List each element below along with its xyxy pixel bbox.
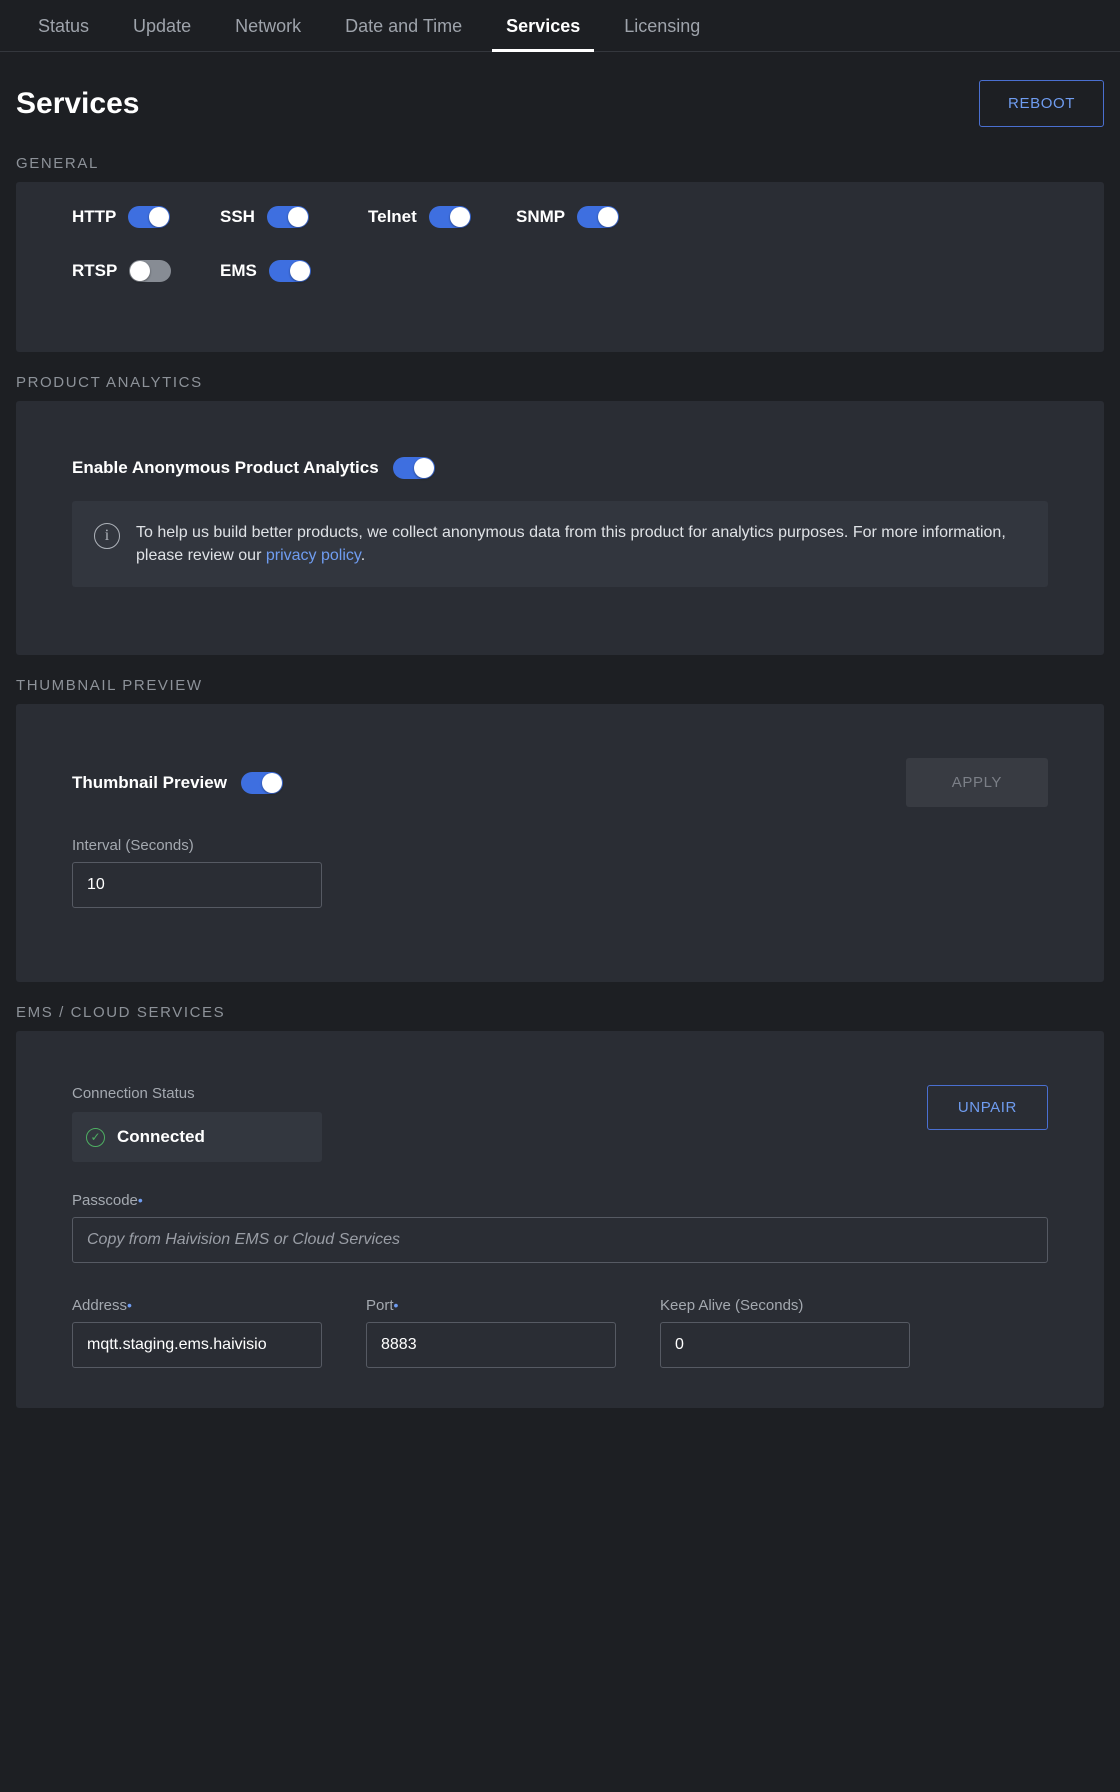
ems-cloud-services-panel [16,1031,1104,1408]
toggle-http[interactable] [72,206,220,228]
required-marker: • [137,1192,143,1209]
check-circle-icon: ✓ [86,1128,105,1147]
spacer [72,908,1048,958]
product-analytics-panel [16,401,1104,655]
address-label-text: Address [72,1297,128,1315]
page-header [0,52,1120,133]
toggle-snmp[interactable] [516,206,664,228]
toggle-knob [130,261,150,281]
ems-header-row [72,1085,1048,1162]
required-marker: • [127,1297,132,1314]
port-label-text: Port [366,1297,394,1315]
spacer [72,282,1048,328]
analytics-info-text [136,521,1026,567]
toggle-knob [288,207,308,227]
toggle-snmp-label: SNMP [516,207,566,226]
toggle-knob [262,773,282,793]
toggle-ssh-switch[interactable] [267,206,309,228]
spacer [72,595,1048,631]
tab-update[interactable]: Update [133,16,192,36]
passcode-label-text: Passcode [72,1192,138,1210]
address-group [72,1267,322,1368]
connection-status-group [72,1085,322,1162]
toggle-knob [598,207,618,227]
required-marker: • [393,1297,399,1314]
toggle-telnet[interactable] [368,206,516,228]
tab-licensing[interactable]: Licensing [624,16,701,36]
toggle-ems[interactable] [220,260,368,282]
section-label-ems-cloud-services: EMS / CLOUD SERVICES [16,1004,226,1022]
tab-date-and-time[interactable]: Date and Time [345,16,463,36]
toggle-rtsp[interactable] [72,260,220,282]
general-toggle-row-2 [72,260,1048,282]
toggle-ems-switch[interactable] [269,260,311,282]
toggle-knob [450,207,470,227]
apply-button[interactable]: APPLY [906,758,1048,807]
toggle-knob [290,261,310,281]
toggle-http-label: HTTP [72,207,117,226]
toggle-snmp-switch[interactable] [577,206,619,228]
page-title: Services [16,86,140,120]
section-label-thumbnail-preview: THUMBNAIL PREVIEW [16,677,203,695]
toggle-ssh[interactable] [220,206,368,228]
analytics-toggle-row[interactable] [72,457,1048,479]
tab-status[interactable]: Status [38,16,90,36]
tab-network[interactable]: Network [235,16,302,36]
connection-status-value: Connected [117,1127,205,1147]
section-label-product-analytics: PRODUCT ANALYTICS [16,374,203,391]
port-group [366,1267,616,1368]
thumbnail-toggle-label: Thumbnail Preview [72,772,227,792]
connection-status-label: Connection Status [72,1085,195,1103]
toggle-rtsp-label: RTSP [72,261,118,280]
analytics-toggle-label: Enable Anonymous Product Analytics [72,458,379,477]
toggle-telnet-switch[interactable] [429,206,471,228]
general-panel [16,182,1104,352]
passcode-label [72,1192,1048,1209]
thumbnail-toggle-switch[interactable] [241,772,283,794]
general-toggle-row-1 [72,206,1048,228]
toggle-ems-label: EMS [220,261,257,280]
connection-status-badge [72,1112,322,1162]
interval-input[interactable] [72,862,322,908]
analytics-info-box [72,501,1048,587]
keepalive-label: Keep Alive (Seconds) [660,1297,804,1315]
address-label [72,1297,322,1314]
keepalive-group [660,1267,910,1368]
main-tabbar [0,0,1120,52]
reboot-button[interactable]: REBOOT [979,80,1104,127]
thumbnail-preview-panel [16,704,1104,982]
toggle-http-switch[interactable] [128,206,170,228]
toggle-rtsp-switch[interactable] [129,260,171,282]
toggle-knob [149,207,169,227]
address-input[interactable] [72,1322,322,1368]
info-icon: i [94,523,120,549]
privacy-policy-link[interactable]: privacy policy [265,547,361,565]
interval-label: Interval (Seconds) [72,837,194,855]
thumbnail-header-row [72,758,1048,807]
passcode-input[interactable] [72,1217,1048,1263]
analytics-toggle-switch[interactable] [393,457,435,479]
unpair-button[interactable]: UNPAIR [927,1085,1048,1130]
tab-services[interactable]: Services [484,16,602,51]
thumbnail-toggle-row[interactable] [72,772,283,794]
section-label-general: GENERAL [16,155,99,172]
port-input[interactable] [366,1322,616,1368]
toggle-telnet-label: Telnet [368,207,417,226]
analytics-info-text-after: . [360,547,366,565]
port-label [366,1297,616,1314]
ems-connection-fields [72,1267,1048,1368]
toggle-knob [414,458,434,478]
analytics-info-text-before: To help us build better products, we collect anonymous data from this product for analytics purposes. For more information, please review our [136,524,1006,565]
toggle-ssh-label: SSH [220,207,255,226]
spacer [72,228,1048,260]
keepalive-input[interactable] [660,1322,910,1368]
